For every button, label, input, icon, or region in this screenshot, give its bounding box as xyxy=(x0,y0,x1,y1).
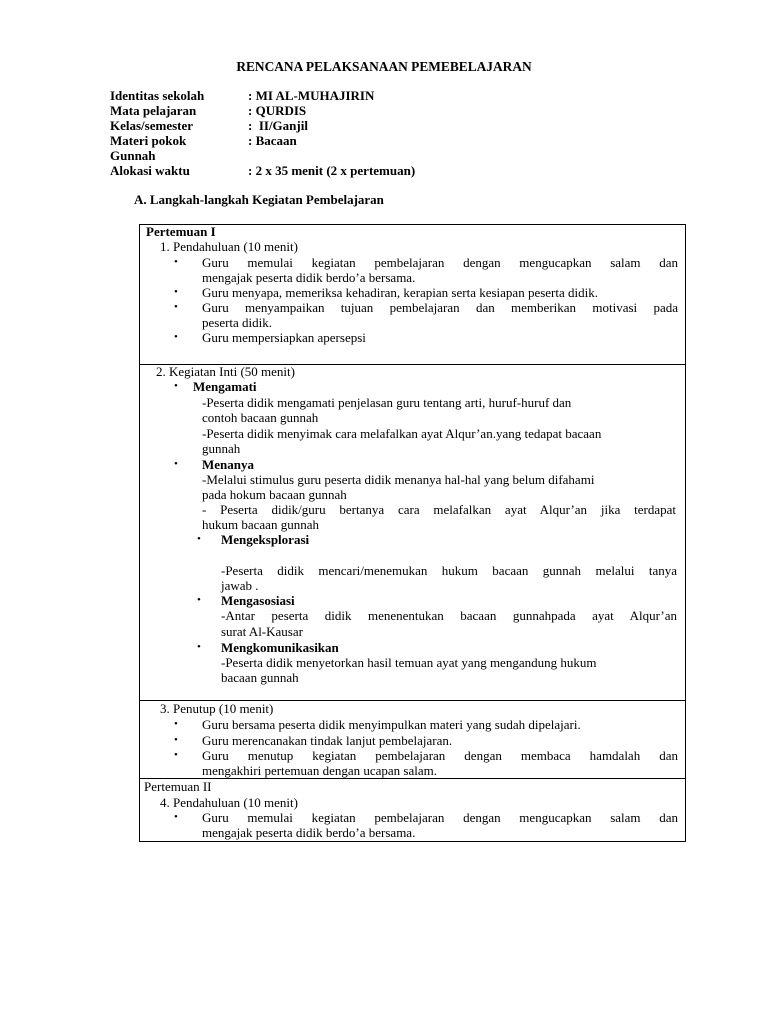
bullet-icon: • xyxy=(174,380,178,392)
identity-key: Identitas sekolah xyxy=(110,88,205,103)
activity-text: -Peserta didik menyetorkan hasil temuan ayat yang mengandung hukum xyxy=(221,655,597,670)
list-item: Guru bersama peserta didik menyimpulkan materi yang sudah dipelajari. xyxy=(202,717,581,732)
activity-text: -Peserta didik menyimak cara melafalkan ayat Alqur’an.yang tedapat bacaan xyxy=(202,426,602,441)
list-item-cont: mengakhiri pertemuan dengan ucapan salam. xyxy=(202,763,437,778)
bullet-icon: • xyxy=(174,749,178,761)
list-item-cont: mengajak peserta didik berdo’a bersama. xyxy=(202,270,416,285)
activity-text: surat Al-Kausar xyxy=(221,624,303,639)
list-item: Guru menyapa, memeriksa kehadiran, kerapian serta kesiapan peserta didik. xyxy=(202,285,598,300)
identity-value: : MI AL-MUHAJIRIN xyxy=(248,88,375,103)
bullet-icon: • xyxy=(174,718,178,730)
identity-value: : 2 x 35 menit (2 x pertemuan) xyxy=(248,163,416,178)
list-item: Guru menutup kegiatan pembelajaran dengan membaca hamdalah dan xyxy=(202,748,678,763)
bullet-icon: • xyxy=(174,286,178,298)
identity-key: Materi pokok xyxy=(110,133,187,148)
bullet-icon: • xyxy=(174,811,178,823)
identity-row-topic-cont xyxy=(110,148,470,164)
bullet-icon: • xyxy=(197,594,201,606)
phase-heading: 3. Penutup (10 menit) xyxy=(160,701,274,716)
activity-text: jawab . xyxy=(221,578,259,593)
identity-value: : QURDIS xyxy=(248,103,307,118)
activity-label: Menanya xyxy=(202,457,254,472)
meeting-label: Pertemuan I xyxy=(146,224,216,239)
identity-key: Gunnah xyxy=(110,148,156,163)
bullet-icon: • xyxy=(197,641,201,653)
activity-text: -Antar peserta didik menenentukan bacaan gunnahpada ayat Alqur’an xyxy=(221,608,677,623)
activity-text: pada hokum bacaan gunnah xyxy=(202,487,347,502)
activity-label: Mengeksplorasi xyxy=(221,532,310,547)
activity-text: - Peserta didik/guru bertanya cara melafalkan ayat Alqur’an jika terdapat xyxy=(202,502,676,517)
activity-text: -Melalui stimulus guru peserta didik menanya hal-hal yang belum difahami xyxy=(202,472,595,487)
activity-text: contoh bacaan gunnah xyxy=(202,410,319,425)
identity-row-time xyxy=(110,163,470,179)
activity-label: Mengkomunikasikan xyxy=(221,640,339,655)
bullet-icon: • xyxy=(197,533,201,545)
phase-heading: 4. Pendahuluan (10 menit) xyxy=(160,795,298,810)
bullet-icon: • xyxy=(174,458,178,470)
activity-label: Mengamati xyxy=(193,379,257,394)
activity-text: gunnah xyxy=(202,441,241,456)
meeting-label: Pertemuan II xyxy=(144,779,212,794)
activity-text: bacaan gunnah xyxy=(221,670,299,685)
list-item: Guru mempersiapkan apersepsi xyxy=(202,330,366,345)
identity-key: Kelas/semester xyxy=(110,118,194,133)
bullet-icon: • xyxy=(174,331,178,343)
identity-row-subject xyxy=(110,103,470,119)
bullet-icon: • xyxy=(174,256,178,268)
activity-text: hukum bacaan gunnah xyxy=(202,517,319,532)
identity-value: : II/Ganjil xyxy=(248,118,308,133)
activity-text: -Peserta didik mencari/menemukan hukum bacaan gunnah melalui tanya xyxy=(221,563,677,578)
list-item-cont: mengajak peserta didik berdo’a bersama. xyxy=(202,825,416,840)
identity-key: Alokasi waktu xyxy=(110,163,190,178)
document-title: RENCANA PELAKSANAAN PEMEBELAJARAN xyxy=(236,59,532,74)
identity-value: : Bacaan xyxy=(248,133,297,148)
list-item-cont: peserta didik. xyxy=(202,315,273,330)
identity-row-school xyxy=(110,88,470,104)
phase-heading: 2. Kegiatan Inti (50 menit) xyxy=(156,364,295,379)
activity-text: -Peserta didik mengamati penjelasan guru tentang arti, huruf-huruf dan xyxy=(202,395,572,410)
list-item: Guru menyampaikan tujuan pembelajaran dan memberikan motivasi pada xyxy=(202,300,678,315)
section-heading: A. Langkah-langkah Kegiatan Pembelajaran xyxy=(134,192,384,207)
identity-row-topic xyxy=(110,133,470,149)
phase-heading: 1. Pendahuluan (10 menit) xyxy=(160,239,298,254)
identity-key: Mata pelajaran xyxy=(110,103,197,118)
list-item: Guru memulai kegiatan pembelajaran dengan mengucapkan salam dan xyxy=(202,810,678,825)
list-item: Guru memulai kegiatan pembelajaran dengan mengucapkan salam dan xyxy=(202,255,678,270)
identity-row-class xyxy=(110,118,470,134)
list-item: Guru merencanakan tindak lanjut pembelajaran. xyxy=(202,733,453,748)
bullet-icon: • xyxy=(174,734,178,746)
bullet-icon: • xyxy=(174,301,178,313)
activity-label: Mengasosiasi xyxy=(221,593,295,608)
